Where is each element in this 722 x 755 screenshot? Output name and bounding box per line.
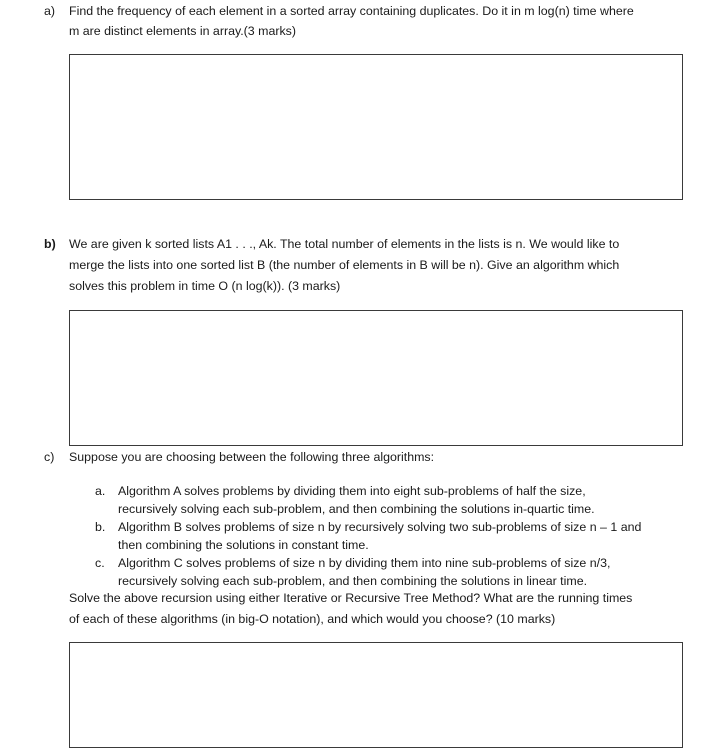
- question-c-closing-line: Solve the above recursion using either Iterative or Recursive Tree Method? What are the running times: [69, 591, 633, 605]
- question-c-intro: [69, 447, 683, 468]
- option-a-text: [118, 482, 684, 518]
- option-c-text: [118, 554, 684, 590]
- question-a-line: Find the frequency of each element in a sorted array containing duplicates. Do it in m log(n) time where: [69, 4, 634, 18]
- option-b-label: b.: [95, 520, 106, 534]
- question-a-label: a): [44, 4, 56, 18]
- option-b-line: Algorithm B solves problems of size n by recursively solving two sub-problems of size n – 1 and: [118, 520, 642, 534]
- question-a-line: m are distinct elements in array.(3 marks): [69, 24, 296, 38]
- question-b-line: solves this problem in time O (n log(k)). (3 marks): [69, 278, 341, 293]
- option-b-text: [118, 518, 684, 554]
- question-b-line: merge the lists into one sorted list B (the number of elements in B will be n). Give an algorithm which: [69, 257, 620, 272]
- question-b-label: b): [44, 237, 56, 251]
- option-c-label: c.: [95, 556, 105, 570]
- question-c-closing: [69, 588, 683, 630]
- question-c-label: c): [44, 450, 55, 464]
- answer-box-c[interactable]: [69, 642, 683, 748]
- answer-box-b[interactable]: [69, 310, 683, 446]
- question-c-intro-line: Suppose you are choosing between the following three algorithms:: [69, 450, 435, 464]
- answer-box-a[interactable]: [69, 54, 683, 200]
- option-a-line: recursively solving each sub-problem, and then combining the solutions in-quartic time.: [118, 502, 595, 516]
- question-b-text: [69, 234, 683, 296]
- option-c-line: recursively solving each sub-problem, and then combining the solutions in linear time.: [118, 574, 588, 588]
- option-b-line: then combining the solutions in constant time.: [118, 538, 369, 552]
- option-a-label: a.: [95, 484, 106, 498]
- question-c-closing-line: of each of these algorithms (in big-O notation), and which would you choose? (10 marks): [69, 611, 556, 626]
- question-b-line: We are given k sorted lists A1 . . ., Ak. The total number of elements in the lists is n. We would like to: [69, 237, 620, 251]
- question-a-text: [69, 1, 683, 41]
- option-c-line: Algorithm C solves problems of size n by dividing them into nine sub-problems of size n/3,: [118, 556, 611, 570]
- option-a-line: Algorithm A solves problems by dividing them into eight sub-problems of half the size,: [118, 484, 586, 498]
